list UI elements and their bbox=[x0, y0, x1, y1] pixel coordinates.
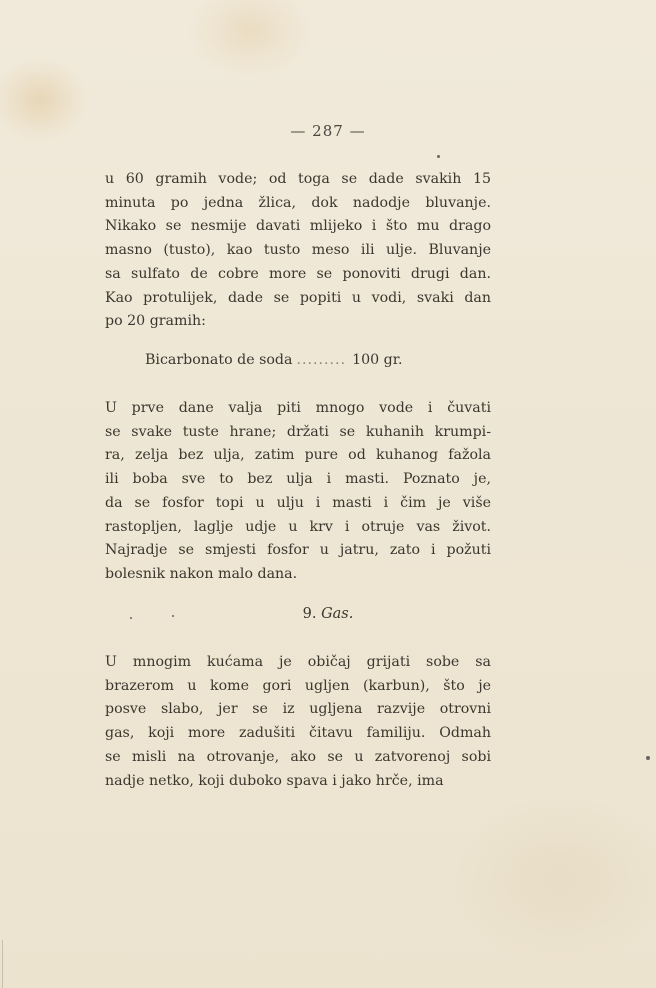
paragraph-3 bbox=[105, 651, 491, 793]
formula-amount: 100 gr. bbox=[352, 352, 403, 368]
text-line: sa sulfato de cobre more se ponoviti drugi dan. bbox=[105, 265, 491, 282]
ink-speck bbox=[437, 155, 440, 158]
text-line: masno (tusto), kao tusto meso ili ulje. Bluvanje bbox=[105, 242, 491, 259]
ink-speck bbox=[646, 756, 650, 760]
text-line: po 20 gramih: bbox=[105, 313, 206, 330]
text-line: U prve dane valja piti mnogo vode i čuvati bbox=[105, 400, 491, 416]
text-line: minuta po jedna žlica, dok nadodje bluvanje. bbox=[105, 194, 491, 211]
text-line: bolesnik nakon malo dana. bbox=[105, 565, 298, 582]
text-line: ili boba sve to bez ulja i masti. Poznato je, bbox=[105, 471, 491, 488]
text-line: Kao protulijek, dade se popiti u vodi, svaki dan bbox=[105, 289, 491, 306]
ink-speck bbox=[172, 615, 174, 617]
formula-name: Bicarbonato de soda bbox=[145, 352, 293, 368]
formula-dots: ......... bbox=[296, 352, 347, 368]
section-heading bbox=[0, 606, 656, 622]
section-title: Gas. bbox=[321, 606, 354, 622]
page-edge-mark bbox=[2, 940, 3, 988]
page-number: — 287 — bbox=[290, 122, 366, 140]
text-line: da se fosfor topi u ulju i masti i čim je više bbox=[105, 494, 491, 511]
formula-line bbox=[145, 352, 465, 368]
text-line: Najradje se smjesti fosfor u jatru, zato i požuti bbox=[105, 542, 491, 559]
text-line: U mnogim kućama je običaj grijati sobe sa bbox=[105, 654, 491, 670]
paragraph-1 bbox=[105, 168, 491, 334]
text-line: ra, zelja bez ulja, zatim pure od kuhanog fažola bbox=[105, 447, 491, 464]
text-line: se svake tuste hrane; držati se kuhanih krumpi- bbox=[105, 423, 491, 440]
text-line: u 60 gramih vode; od toga se dade svakih 15 bbox=[105, 171, 491, 187]
section-number: 9. bbox=[302, 606, 317, 622]
text-line: se misli na otrovanje, ako se u zatvorenoj sobi bbox=[105, 748, 491, 765]
text-line: Nikako se nesmije davati mlijeko i što mu drago bbox=[105, 218, 491, 235]
ink-speck bbox=[130, 617, 132, 619]
text-line: brazerom u kome gori ugljen (karbun), što je bbox=[105, 677, 491, 694]
text-line: posve slabo, jer se iz ugljena razvije otrovni bbox=[105, 701, 491, 718]
text-line: gas, koji more zadušiti čitavu familiju. Odmah bbox=[105, 725, 491, 742]
text-line: nadje netko, koji duboko spava i jako hrče, ima bbox=[105, 772, 444, 789]
text-line: rastopljen, laglje udje u krv i otruje vas život. bbox=[105, 518, 491, 535]
paragraph-2 bbox=[105, 397, 491, 587]
